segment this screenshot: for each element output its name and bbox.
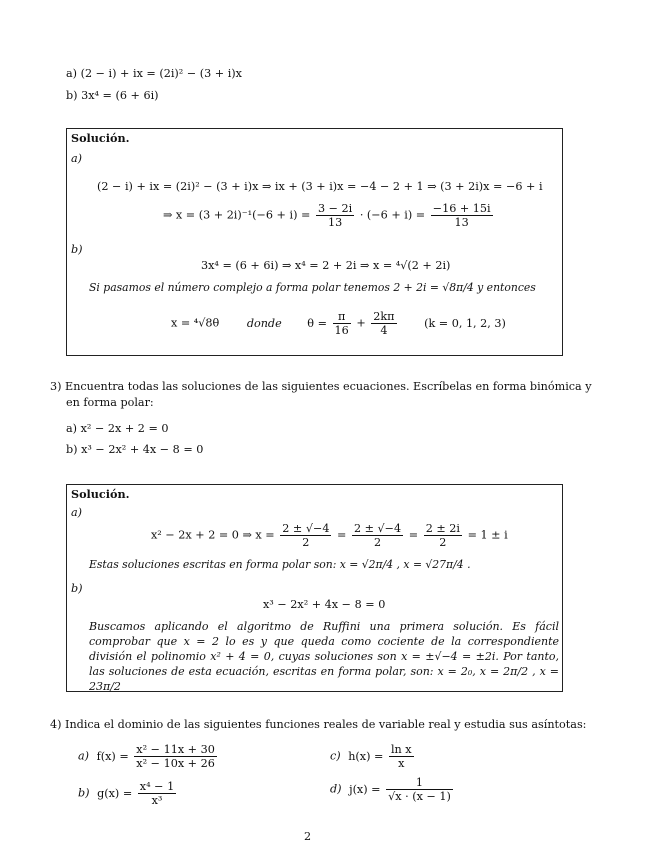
solution2-eq2-fraction2 (431, 202, 493, 229)
page-number: 2 (304, 830, 312, 843)
solution3-fraction2 (352, 522, 403, 549)
fraction-numerator: 2 ± 2i (425, 522, 460, 535)
fraction-numerator: x⁴ − 1 (139, 780, 175, 793)
solution2-eq4-left: x = ⁴√8θ (171, 316, 220, 330)
solution2-eq4-plus: + (356, 316, 366, 330)
solution3-text-a: Estas soluciones escritas en forma polar son: x = √2π/4 , x = √27π/4 . (89, 558, 471, 571)
solution3-label-b: b) (71, 582, 83, 595)
problem3-item-a: a) x² − 2x + 2 = 0 (66, 422, 169, 435)
fraction-numerator: π (333, 310, 351, 324)
solution2-eq4-donde: donde (246, 316, 282, 330)
solution3-fraction1 (280, 522, 331, 549)
solution3-eq1-right: = 1 ± i (467, 528, 508, 542)
fraction-numerator: 2 ± √−4 (282, 522, 330, 535)
item-label: d) (330, 782, 342, 796)
function-fraction (389, 743, 414, 770)
solution3-fraction3 (424, 522, 462, 549)
solution2-eq4-theta: θ = (307, 316, 327, 330)
solution2-eq4-k: (k = 0, 1, 2, 3) (424, 316, 506, 330)
function-name: h(x) = (348, 749, 384, 763)
function-name: g(x) = (97, 786, 133, 800)
fraction-numerator: 2kπ (373, 310, 395, 323)
fraction-denominator: 2 (374, 536, 382, 549)
fraction-denominator: x² − 10x + 26 (136, 757, 215, 770)
problem4-item-c (330, 743, 416, 770)
solution3-heading: Solución. (71, 487, 130, 501)
fraction-denominator: 13 (454, 216, 469, 229)
problem4-item-a (78, 743, 219, 770)
solution2-eq4-fraction1 (333, 310, 351, 337)
problem2-item-b: b) 3x⁴ = (6 + 6i) (66, 89, 159, 102)
solution2-eq4 (171, 310, 506, 337)
equals-sign: = (337, 528, 347, 542)
problem3-item-b: b) x³ − 2x² + 4x − 8 = 0 (66, 443, 204, 456)
solution2-heading: Solución. (71, 131, 130, 145)
fraction-denominator: √x · (x − 1) (388, 790, 451, 803)
fraction-denominator: x (398, 757, 405, 770)
problem2-item-a: a) (2 − i) + ix = (2i)² − (3 + i)x (66, 67, 242, 80)
solution2-eq2 (163, 202, 495, 229)
function-fraction (134, 743, 217, 770)
solution2-label-a: a) (71, 152, 83, 165)
equals-sign: = (408, 528, 419, 542)
item-label: c) (330, 749, 341, 763)
item-label: b) (78, 786, 90, 800)
solution3-eq1 (151, 522, 508, 549)
function-name: j(x) = (349, 782, 381, 796)
solution3-eq1-left: x² − 2x + 2 = 0 ⇒ x = (151, 528, 275, 542)
fraction-numerator: 1 (386, 776, 453, 790)
fraction-numerator: 3 − 2i (317, 202, 353, 215)
fraction-denominator: 16 (334, 324, 349, 337)
fraction-numerator: x² − 11x + 30 (136, 743, 215, 756)
problem4-item-b (78, 780, 178, 807)
function-fraction (138, 780, 176, 807)
fraction-denominator: 2 (302, 536, 310, 549)
fraction-numerator: 2 ± √−4 (353, 522, 402, 535)
fraction-denominator: 2 (439, 536, 447, 549)
solution2-eq1: (2 − i) + ix = (2i)² − (3 + i)x ⇒ ix + (3 + i)x = −4 − 2 + 1 ⇒ (3 + 2i)x = −6 + i (97, 180, 543, 193)
solution2-box (66, 128, 563, 356)
problem4-item-d (330, 776, 455, 803)
problem3-statement-line1: 3) Encuentra todas las soluciones de las siguientes ecuaciones. Escríbelas en forma binómica y (50, 380, 592, 393)
fraction-denominator: 4 (380, 324, 388, 337)
fraction-numerator: −16 + 15i (432, 202, 491, 215)
function-name: f(x) = (96, 749, 129, 763)
solution2-eq2-left: ⇒ x = (3 + 2i)⁻¹(−6 + i) = (163, 208, 311, 222)
solution2-eq4-fraction2 (371, 310, 396, 337)
solution3-box (66, 484, 563, 692)
item-label: a) (78, 749, 90, 763)
solution2-text1: Si pasamos el número complejo a forma polar tenemos 2 + 2i = √8π/4 y entonces (89, 281, 536, 294)
solution2-eq3: 3x⁴ = (6 + 6i) ⇒ x⁴ = 2 + 2i ⇒ x = ⁴√(2 + 2i) (201, 259, 451, 272)
solution2-label-b: b) (71, 243, 83, 256)
solution2-eq2-mid: · (−6 + i) = (359, 208, 426, 222)
problem4-statement: 4) Indica el dominio de las siguientes funciones reales de variable real y estudia sus asíntotas: (50, 718, 587, 731)
solution3-label-a: a) (71, 506, 83, 519)
fraction-denominator: 13 (327, 216, 343, 229)
fraction-numerator: ln x (390, 743, 412, 756)
solution3-paragraph-b: Buscamos aplicando el algoritmo de Ruffini una primera solución. Es fácil comprobar que x = 2 lo es y que queda como cociente de la correspondiente división el polinomio x² + 4 = 0, cuyas soluciones son x = ±√−4 = ±2i. Por tanto, las soluciones de esta ecuación, escritas en forma polar, son: x = 2₀, x = 2π/2 , x = 23π/2 (89, 620, 559, 693)
solution3-eq2: x³ − 2x² + 4x − 8 = 0 (263, 598, 386, 611)
fraction-denominator: x³ (151, 794, 163, 807)
function-fraction (386, 776, 453, 803)
solution2-eq2-fraction1 (316, 202, 354, 229)
problem3-statement-line2: en forma polar: (66, 396, 154, 409)
